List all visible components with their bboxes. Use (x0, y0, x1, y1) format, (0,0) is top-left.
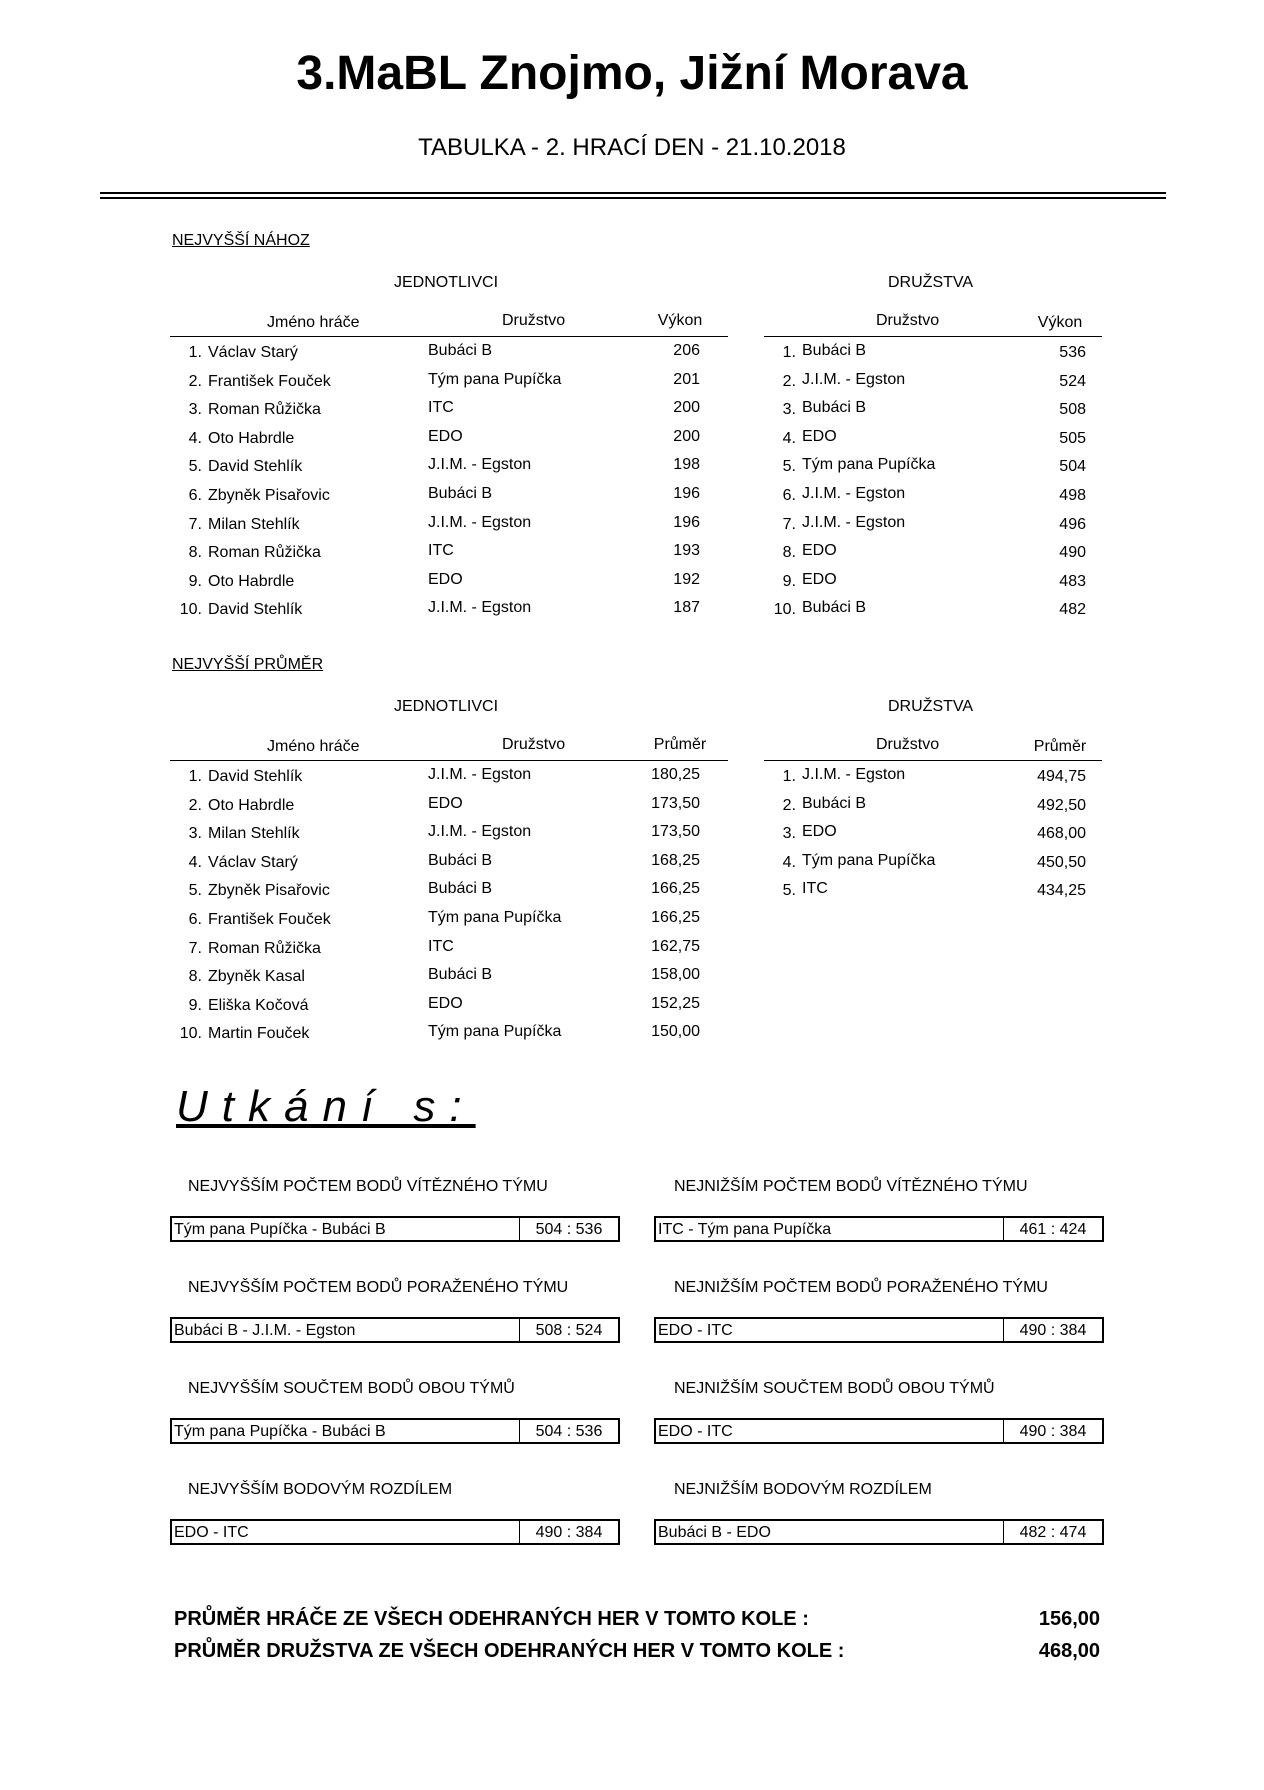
team-name: Tým pana Pupíčka (802, 456, 936, 474)
individual-name: František Fouček (208, 911, 331, 928)
team-value: 490 (1059, 544, 1086, 562)
average-value: 156,00 (1038, 1608, 1100, 1630)
individual-value: 192 (673, 570, 700, 588)
individual-value: 173,50 (651, 794, 700, 812)
individual-team: J.I.M. - Egston (428, 599, 532, 617)
match-teams: EDO - ITC (172, 1521, 520, 1543)
individual-rank: 2. (188, 796, 202, 814)
teams-label: DRUŽSTVA (888, 274, 974, 291)
team-value: 468,00 (1037, 825, 1086, 843)
individuals-label: JEDNOTLIVCI (394, 274, 499, 291)
match-teams: ITC - Tým pana Pupíčka (656, 1218, 1004, 1240)
match-category-label: NEJNIŽŠÍM BODOVÝM ROZDÍLEM (674, 1481, 932, 1498)
col-header-team: Družstvo (502, 736, 566, 753)
individual-team: J.I.M. - Egston (428, 456, 532, 474)
col-header-value: Průměr (1033, 738, 1087, 755)
match-category-label: NEJVYŠŠÍM POČTEM BODŮ VÍTĚZNÉHO TÝMU (188, 1178, 548, 1195)
col-header-player: Jméno hráče (267, 738, 360, 755)
individual-name: Oto Habrdle (208, 796, 295, 814)
team-rank: 3. (782, 825, 796, 843)
individual-name: Oto Habrdle (208, 429, 295, 447)
match-teams: Bubáci B - J.I.M. - Egston (172, 1319, 520, 1341)
individual-team: EDO (428, 570, 463, 588)
match-category-label: NEJVYŠŠÍM BODOVÝM ROZDÍLEM (188, 1481, 453, 1498)
individual-value: 196 (673, 513, 700, 531)
individual-value: 180,25 (651, 766, 700, 783)
individual-team: Tým pana Pupíčka (428, 370, 562, 388)
header-underline-individuals (170, 760, 728, 761)
team-name: EDO (802, 542, 837, 560)
average-label: PRŮMĚR DRUŽSTVA ZE VŠECH ODEHRANÝCH HER V TOMTO KOLE : (174, 1640, 845, 1662)
page-title: 3.MaBL Znojmo, Jižní Morava (296, 47, 968, 100)
individual-team: Bubáci B (428, 485, 493, 502)
individual-name: Milan Stehlík (208, 825, 300, 843)
team-rank: 10. (773, 601, 796, 619)
team-rank: 2. (782, 372, 796, 390)
individual-team: Bubáci B (428, 851, 493, 869)
individual-value: 158,00 (651, 966, 700, 984)
individual-rank: 1. (188, 768, 202, 785)
match-category-label: NEJNIŽŠÍM SOUČTEM BODŮ OBOU TÝMŮ (674, 1380, 995, 1397)
team-name: ITC (802, 880, 828, 898)
individual-value: 206 (673, 342, 700, 359)
col-header-player: Jméno hráče (267, 314, 360, 331)
individual-team: EDO (428, 794, 463, 812)
match-teams: EDO - ITC (656, 1319, 1004, 1341)
individual-value: 200 (673, 427, 700, 445)
match-score: 461 : 424 (1019, 1221, 1087, 1238)
match-result-box (170, 1216, 620, 1242)
individual-value: 193 (673, 542, 700, 560)
team-rank: 7. (782, 515, 796, 533)
individual-team: EDO (428, 994, 463, 1012)
individual-name: Zbyněk Pisařovic (208, 487, 330, 504)
team-value: 505 (1059, 429, 1086, 447)
team-value: 536 (1059, 344, 1086, 361)
individual-rank: 9. (188, 572, 202, 590)
individual-rank: 7. (188, 515, 202, 533)
individual-name: Václav Starý (208, 853, 298, 871)
individual-rank: 9. (188, 996, 202, 1014)
individual-rank: 5. (188, 882, 202, 900)
team-rank: 3. (782, 401, 796, 419)
match-result-box (170, 1317, 620, 1343)
team-name: Bubáci B (802, 794, 867, 812)
individual-rank: 10. (179, 1025, 202, 1043)
team-value: 494,75 (1037, 768, 1086, 785)
individual-name: Roman Růžička (208, 544, 321, 562)
match-score: 504 : 536 (535, 1423, 603, 1440)
page-subtitle: TABULKA - 2. HRACÍ DEN - 21.10.2018 (418, 134, 846, 161)
individual-value: 166,25 (651, 909, 700, 926)
team-name: Bubáci B (802, 599, 867, 617)
team-rank: 6. (782, 487, 796, 504)
match-score: 508 : 524 (535, 1322, 603, 1339)
team-value: 498 (1059, 487, 1086, 504)
match-result-box (654, 1317, 1104, 1343)
individual-name: Milan Stehlík (208, 515, 300, 533)
individual-name: Martin Fouček (208, 1025, 310, 1043)
individual-team: J.I.M. - Egston (428, 766, 532, 783)
col-header-team: Družstvo (876, 736, 940, 753)
individual-name: David Stehlík (208, 768, 303, 785)
individual-name: David Stehlík (208, 601, 303, 619)
individual-team: Tým pana Pupíčka (428, 1023, 562, 1041)
col-header-value: Výkon (1037, 314, 1083, 331)
team-name: Tým pana Pupíčka (802, 851, 936, 869)
match-category-label: NEJVYŠŠÍM SOUČTEM BODŮ OBOU TÝMŮ (188, 1380, 515, 1397)
match-teams: Tým pana Pupíčka - Bubáci B (172, 1218, 520, 1240)
team-name: EDO (802, 427, 837, 445)
match-teams: EDO - ITC (656, 1420, 1004, 1442)
individual-team: J.I.M. - Egston (428, 513, 532, 531)
team-rank: 5. (782, 458, 796, 476)
average-label: PRŮMĚR HRÁČE ZE VŠECH ODEHRANÝCH HER V TOMTO KOLE : (174, 1608, 809, 1630)
individual-team: ITC (428, 542, 454, 560)
team-value: 508 (1059, 401, 1086, 419)
match-result-box (654, 1519, 1104, 1545)
individual-rank: 10. (179, 601, 202, 619)
individual-team: ITC (428, 937, 454, 955)
section-heading: NEJVYŠŠÍ PRŮMĚR (172, 656, 324, 673)
team-rank: 1. (782, 768, 796, 785)
team-name: EDO (802, 823, 837, 841)
match-result-box (170, 1418, 620, 1444)
col-header-value: Výkon (657, 312, 703, 329)
individual-rank: 5. (188, 458, 202, 476)
match-result-box (654, 1418, 1104, 1444)
individual-rank: 8. (188, 544, 202, 562)
team-rank: 1. (782, 344, 796, 361)
match-score: 504 : 536 (535, 1221, 603, 1238)
match-teams: Tým pana Pupíčka - Bubáci B (172, 1420, 520, 1442)
individual-name: Zbyněk Pisařovic (208, 882, 330, 900)
individual-value: 198 (673, 456, 700, 474)
individual-rank: 2. (188, 372, 202, 390)
individual-rank: 1. (188, 344, 202, 361)
team-value: 492,50 (1037, 796, 1086, 814)
team-value: 504 (1059, 458, 1086, 476)
match-score: 490 : 384 (1019, 1423, 1087, 1440)
team-rank: 8. (782, 544, 796, 562)
team-name: J.I.M. - Egston (802, 513, 906, 531)
match-teams: Bubáci B - EDO (656, 1521, 1004, 1543)
team-value: 450,50 (1037, 853, 1086, 871)
match-result-box (654, 1216, 1104, 1242)
col-header-value: Průměr (653, 736, 707, 753)
col-header-team: Družstvo (876, 312, 940, 329)
individuals-label: JEDNOTLIVCI (394, 698, 499, 715)
individual-team: Tým pana Pupíčka (428, 909, 562, 926)
individual-team: EDO (428, 427, 463, 445)
individual-value: 152,25 (651, 994, 700, 1012)
team-rank: 4. (782, 853, 796, 871)
individual-name: Roman Růžička (208, 939, 321, 957)
team-value: 496 (1059, 515, 1086, 533)
individual-name: František Fouček (208, 372, 331, 390)
individual-value: 150,00 (651, 1023, 700, 1041)
team-rank: 4. (782, 429, 796, 447)
individual-team: Bubáci B (428, 966, 493, 984)
team-name: J.I.M. - Egston (802, 766, 906, 783)
team-rank: 5. (782, 882, 796, 900)
average-value: 468,00 (1038, 1640, 1100, 1662)
individual-value: 162,75 (651, 937, 700, 955)
team-name: Bubáci B (802, 399, 867, 417)
team-rank: 2. (782, 796, 796, 814)
individual-name: Oto Habrdle (208, 572, 295, 590)
individual-team: Bubáci B (428, 880, 493, 898)
individual-value: 168,25 (651, 851, 700, 869)
match-result-box (170, 1519, 620, 1545)
team-name: EDO (802, 570, 837, 588)
individual-rank: 6. (188, 487, 202, 504)
individual-team: Bubáci B (428, 342, 493, 359)
individual-name: Zbyněk Kasal (208, 968, 305, 986)
match-score: 490 : 384 (535, 1524, 603, 1541)
header-underline-individuals (170, 336, 728, 337)
team-value: 434,25 (1037, 882, 1086, 900)
teams-label: DRUŽSTVA (888, 698, 974, 715)
individual-value: 200 (673, 399, 700, 417)
individual-rank: 4. (188, 429, 202, 447)
match-category-label: NEJVYŠŠÍM POČTEM BODŮ PORAŽENÉHO TÝMU (188, 1279, 569, 1296)
individual-rank: 3. (188, 825, 202, 843)
match-score: 490 : 384 (1019, 1322, 1087, 1339)
individual-rank: 7. (188, 939, 202, 957)
individual-team: ITC (428, 399, 454, 417)
team-value: 482 (1059, 601, 1086, 619)
individual-value: 173,50 (651, 823, 700, 841)
title-divider-top (100, 192, 1166, 194)
match-score: 482 : 474 (1019, 1524, 1087, 1541)
team-value: 483 (1059, 572, 1086, 590)
team-name: Bubáci B (802, 342, 867, 359)
title-divider-bottom (100, 197, 1166, 199)
matches-heading: Utkání s: (176, 1082, 476, 1131)
individual-rank: 3. (188, 401, 202, 419)
col-header-team: Družstvo (502, 312, 566, 329)
team-name: J.I.M. - Egston (802, 370, 906, 388)
individual-team: J.I.M. - Egston (428, 823, 532, 841)
individual-name: David Stehlík (208, 458, 303, 476)
individual-value: 166,25 (651, 880, 700, 898)
match-category-label: NEJNIŽŠÍM POČTEM BODŮ PORAŽENÉHO TÝMU (674, 1279, 1048, 1296)
header-underline-teams (764, 760, 1102, 761)
header-underline-teams (764, 336, 1102, 337)
team-name: J.I.M. - Egston (802, 485, 906, 502)
match-category-label: NEJNIŽŠÍM POČTEM BODŮ VÍTĚZNÉHO TÝMU (674, 1178, 1028, 1195)
individual-value: 201 (673, 370, 700, 388)
team-value: 524 (1059, 372, 1086, 390)
individual-value: 196 (673, 485, 700, 502)
individual-rank: 8. (188, 968, 202, 986)
individual-rank: 6. (188, 911, 202, 928)
individual-name: Václav Starý (208, 344, 298, 361)
individual-value: 187 (673, 599, 700, 617)
section-heading: NEJVYŠŠÍ NÁHOZ (172, 232, 310, 249)
team-rank: 9. (782, 572, 796, 590)
individual-name: Roman Růžička (208, 401, 321, 419)
individual-rank: 4. (188, 853, 202, 871)
individual-name: Eliška Kočová (208, 996, 309, 1014)
